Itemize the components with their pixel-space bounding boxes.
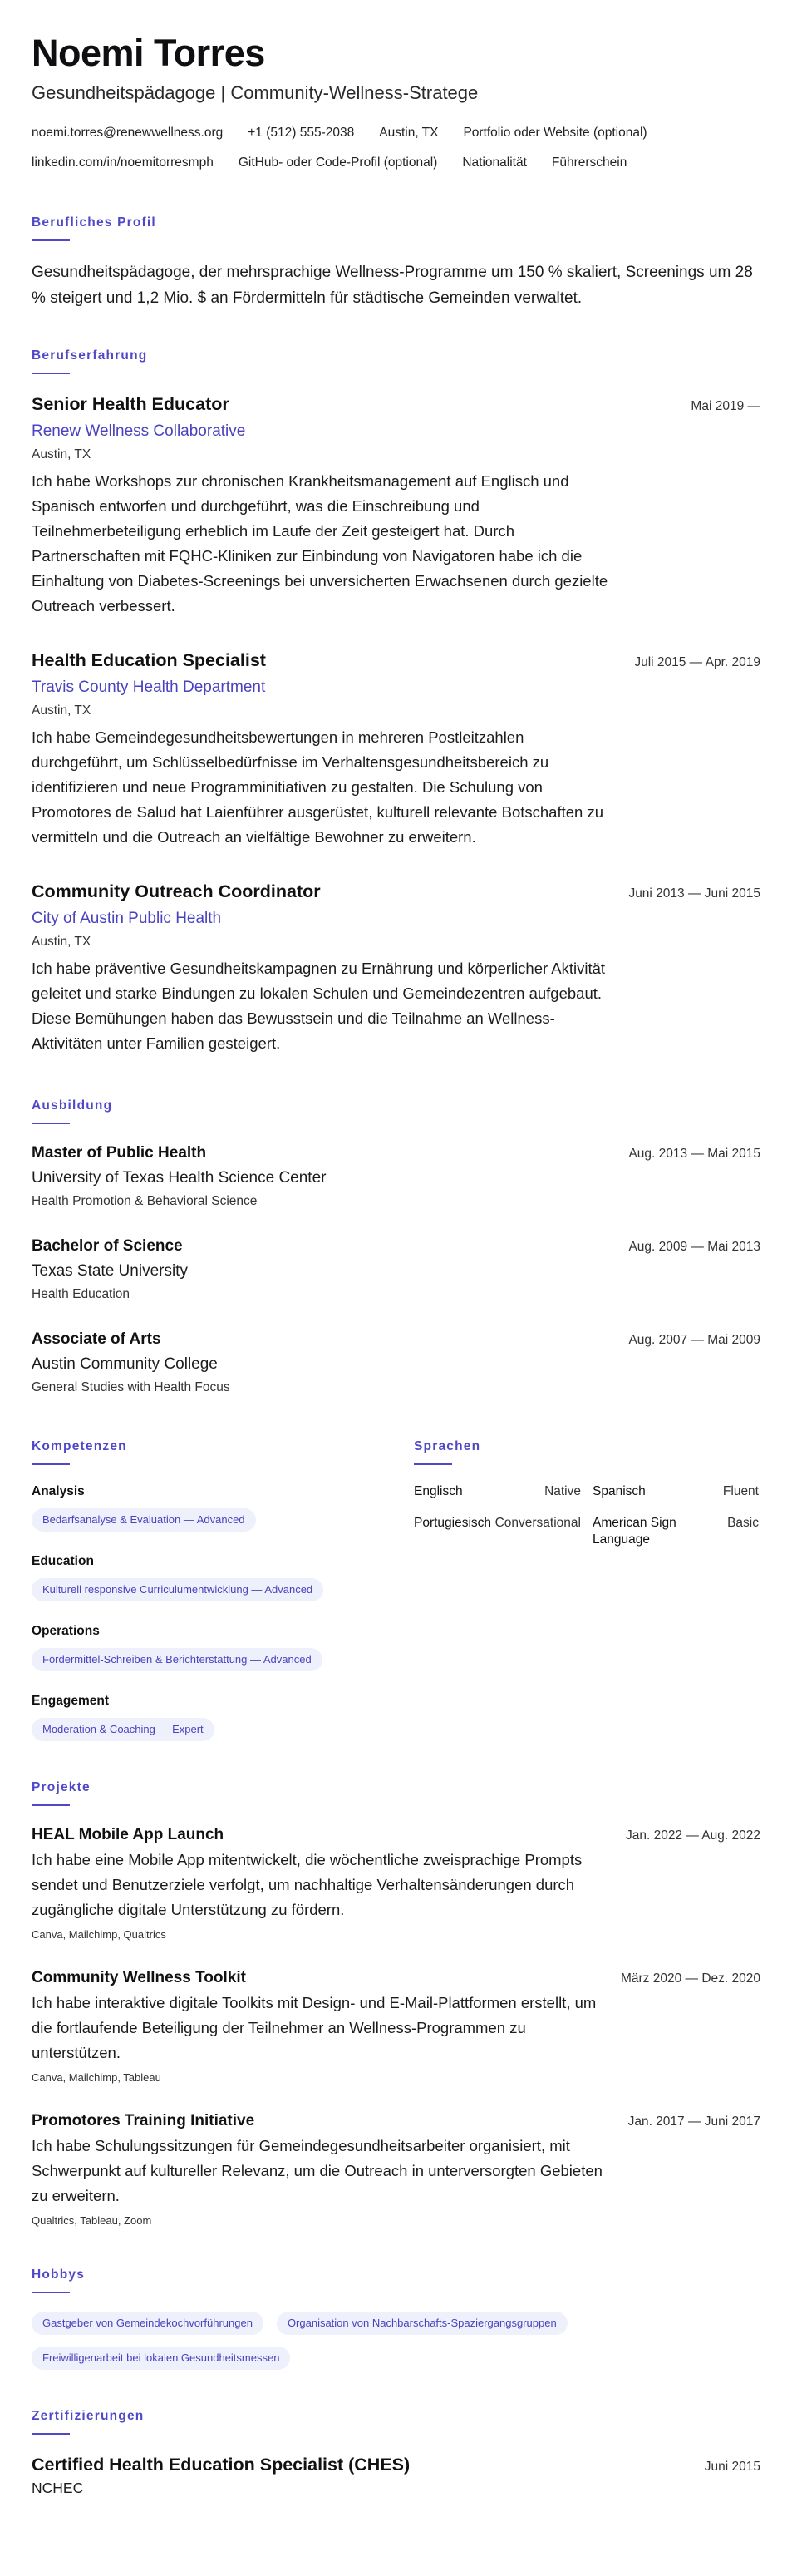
section-title: Berufserfahrung	[32, 348, 148, 363]
project-title: Community Wellness Toolkit	[32, 1969, 246, 1986]
hobby-pill: Freiwilligenarbeit bei lokalen Gesundheitsmessen	[32, 2347, 290, 2370]
section-divider	[32, 239, 70, 241]
contact-nationality: Nationalität	[462, 155, 527, 170]
project-title: Promotores Training Initiative	[32, 2112, 255, 2129]
project-tools: Canva, Mailchimp, Qualtrics	[32, 1928, 166, 1941]
skill-group	[32, 1623, 414, 1671]
section-title: Ausbildung	[32, 1098, 113, 1113]
language-level: Native	[544, 1484, 581, 1498]
education-degree: Master of Public Health	[32, 1144, 207, 1162]
skill-category: Analysis	[32, 1484, 85, 1498]
language-level: Conversational	[494, 1516, 581, 1530]
project-date: Jan. 2017 — Juni 2017	[627, 2115, 760, 2129]
contact-drivers-license: Führerschein	[551, 155, 627, 170]
job-date: Juni 2013 — Juni 2015	[628, 886, 760, 901]
project-entry	[32, 2110, 760, 2228]
hobby-pill: Gastgeber von Gemeindekochvorführungen	[32, 2312, 263, 2335]
experience-section	[32, 348, 760, 1056]
job-location: Austin, TX	[32, 447, 91, 461]
project-date: Jan. 2022 — Aug. 2022	[625, 1828, 760, 1843]
language-level: Basic	[727, 1516, 759, 1530]
section-title: Projekte	[32, 1780, 91, 1794]
certification-entry	[32, 2453, 760, 2476]
skill-pill: Kulturell responsive Curriculumentwicklung — Advanced	[32, 1578, 323, 1601]
project-description: Ich habe interaktive digitale Toolkits mit Design- und E-Mail-Plattformen erstellt, um die fortlaufende Beteiligung der Teilnehmer an Wellness-Programmen zu unterstützen.	[32, 1994, 597, 2061]
education-date: Aug. 2007 — Mai 2009	[628, 1333, 760, 1347]
experience-entry	[32, 649, 760, 850]
job-location: Austin, TX	[32, 703, 91, 718]
skills-languages-section	[32, 1397, 760, 1741]
skill-pill: Moderation & Coaching — Expert	[32, 1718, 214, 1741]
contact-linkedin[interactable]: linkedin.com/in/noemitorresmph	[32, 155, 214, 170]
education-entry	[32, 1142, 760, 1211]
project-entry	[32, 1824, 760, 1942]
language-name: Spanisch	[593, 1484, 646, 1498]
job-date: Juli 2015 — Apr. 2019	[634, 655, 760, 669]
job-title: Health Education Specialist	[32, 650, 266, 670]
job-date: Mai 2019 —	[691, 399, 760, 413]
section-title: Berufliches Profil	[32, 215, 156, 229]
job-title: Community Outreach Coordinator	[32, 881, 321, 901]
skill-pill: Bedarfsanalyse & Evaluation — Advanced	[32, 1508, 256, 1532]
skill-group	[32, 1483, 414, 1532]
education-field: General Studies with Health Focus	[32, 1380, 230, 1394]
education-date: Aug. 2009 — Mai 2013	[628, 1240, 760, 1254]
project-title: HEAL Mobile App Launch	[32, 1826, 224, 1843]
candidate-name: Noemi Torres	[32, 32, 265, 74]
certification-name: Certified Health Education Specialist (CHES)	[32, 2455, 411, 2475]
language-level: Fluent	[722, 1484, 759, 1498]
section-divider	[32, 2292, 70, 2293]
education-field: Health Promotion & Behavioral Science	[32, 1194, 258, 1208]
job-company: Renew Wellness Collaborative	[32, 422, 246, 440]
education-entry	[32, 1329, 760, 1397]
project-entry	[32, 1967, 760, 2085]
certification-org: NCHEC	[32, 2480, 84, 2496]
job-location: Austin, TX	[32, 935, 91, 949]
language-name: Portugiesisch	[414, 1516, 492, 1530]
job-description: Ich habe Gemeindegesundheitsbewertungen in mehreren Postleitzahlen durchgeführt, um Schlüsselbedürfnisse im Verhaltensgesundheitsbereich zu identifizieren und neue Programminitiativen zu gestalten. Die Schulung von Promotores de Salud hat Laienführer ausgerüstet, kulturell relevante Botschaften zu vermitteln und die Outreach an vielfältige Bewohner zu erweitern.	[32, 728, 603, 846]
profile-summary: Gesundheitspädagoge, der mehrsprachige Wellness-Programme um 150 % skaliert, Screenings um 28 % steigert und 1,2 Mio. $ an Fördermitteln für städtische Gemeinden verwaltet.	[32, 264, 753, 307]
education-section	[32, 1098, 760, 1397]
job-title: Senior Health Educator	[32, 394, 229, 414]
section-divider	[32, 2433, 70, 2435]
language-item	[593, 1483, 759, 1500]
profile-section	[32, 215, 760, 311]
skill-pill: Fördermittel-Schreiben & Berichterstattung — Advanced	[32, 1648, 322, 1671]
projects-section	[32, 1779, 760, 2228]
experience-entry	[32, 880, 760, 1056]
skill-category: Education	[32, 1554, 94, 1568]
skill-category: Engagement	[32, 1694, 110, 1708]
education-date: Aug. 2013 — Mai 2015	[628, 1147, 760, 1161]
education-school: Texas State University	[32, 1262, 188, 1280]
contact-phone[interactable]: +1 (512) 555-2038	[248, 126, 355, 140]
project-description: Ich habe Schulungssitzungen für Gemeindegesundheitsarbeiter organisiert, mit Schwerpunkt auf kultureller Relevanz, um die Outreach in unterversorgten Gebieten zu erweitern.	[32, 2137, 603, 2204]
language-list	[414, 1483, 760, 1548]
section-divider	[32, 1463, 70, 1465]
section-divider	[32, 1123, 70, 1124]
education-degree: Associate of Arts	[32, 1330, 161, 1348]
contact-location: Austin, TX	[379, 126, 439, 140]
language-name: American Sign Language	[593, 1516, 676, 1547]
skill-category: Operations	[32, 1624, 100, 1638]
project-description: Ich habe eine Mobile App mitentwickelt, die wöchentliche zweisprachige Prompts sendet und Benutzerziele verfolgt, um nachhaltige Verhaltensänderungen durch zugängliche digitale Unterstützung zu fördern.	[32, 1851, 583, 1918]
contact-github[interactable]: GitHub- oder Code-Profil (optional)	[238, 155, 438, 170]
skill-group	[32, 1553, 414, 1601]
job-description: Ich habe Workshops zur chronischen Krankheitsmanagement auf Englisch und Spanisch entworfen und durchgeführt, was die Einschreibung und Teilnehmerbeteiligung erheblich im Laufe der Zeit gesteigert hat. Durch Partnerschaften mit FQHC-Kliniken zur Einbindung von Navigatoren habe ich die Einhaltung von Diabetes-Screenings bei unversicherten Erwachsenen durch gezielte Outreach verbessert.	[32, 472, 608, 614]
education-school: Austin Community College	[32, 1355, 218, 1373]
hobbies-section	[32, 2267, 760, 2370]
education-school: University of Texas Health Science Center	[32, 1169, 327, 1187]
project-date: März 2020 — Dez. 2020	[620, 1971, 760, 1986]
education-entry	[32, 1236, 760, 1304]
contact-email[interactable]: noemi.torres@renewwellness.org	[32, 126, 224, 140]
languages-column	[414, 1397, 760, 1741]
education-field: Health Education	[32, 1287, 130, 1301]
candidate-headline: Gesundheitspädagoge | Community-Wellness-Stratege	[32, 82, 479, 103]
hobby-list	[32, 2312, 696, 2370]
job-description: Ich habe präventive Gesundheitskampagnen zu Ernährung und körperlicher Aktivität geleitet und starke Bindungen zu lokalen Schulen und Gemeindezentren aufgebaut. Diese Bemühungen haben das Bewusstsein und die Teilnahme an Wellness-Aktivitäten unter Familien gesteigert.	[32, 960, 606, 1052]
language-name: Englisch	[414, 1484, 463, 1498]
project-tools: Qualtrics, Tableau, Zoom	[32, 2214, 152, 2227]
language-item	[593, 1515, 759, 1548]
contact-list	[32, 125, 760, 171]
experience-entry	[32, 392, 760, 619]
section-divider	[32, 1804, 70, 1806]
hobby-pill: Organisation von Nachbarschafts-Spaziergangsgruppen	[277, 2312, 568, 2335]
education-degree: Bachelor of Science	[32, 1237, 183, 1255]
skills-column	[32, 1397, 414, 1741]
certifications-section	[32, 2408, 760, 2498]
section-divider	[414, 1463, 452, 1465]
section-divider	[32, 373, 70, 374]
skill-group	[32, 1693, 414, 1741]
certification-date: Juni 2015	[704, 2460, 760, 2474]
language-item	[414, 1515, 593, 1548]
language-item	[414, 1483, 593, 1500]
project-tools: Canva, Mailchimp, Tableau	[32, 2071, 161, 2084]
job-company: City of Austin Public Health	[32, 910, 222, 927]
section-title: Hobbys	[32, 2268, 86, 2282]
resume-header	[32, 32, 760, 171]
contact-portfolio[interactable]: Portfolio oder Website (optional)	[463, 126, 647, 140]
job-company: Travis County Health Department	[32, 679, 266, 696]
section-title: Zertifizierungen	[32, 2409, 145, 2423]
section-title: Kompetenzen	[32, 1439, 127, 1453]
section-title: Sprachen	[414, 1439, 481, 1453]
